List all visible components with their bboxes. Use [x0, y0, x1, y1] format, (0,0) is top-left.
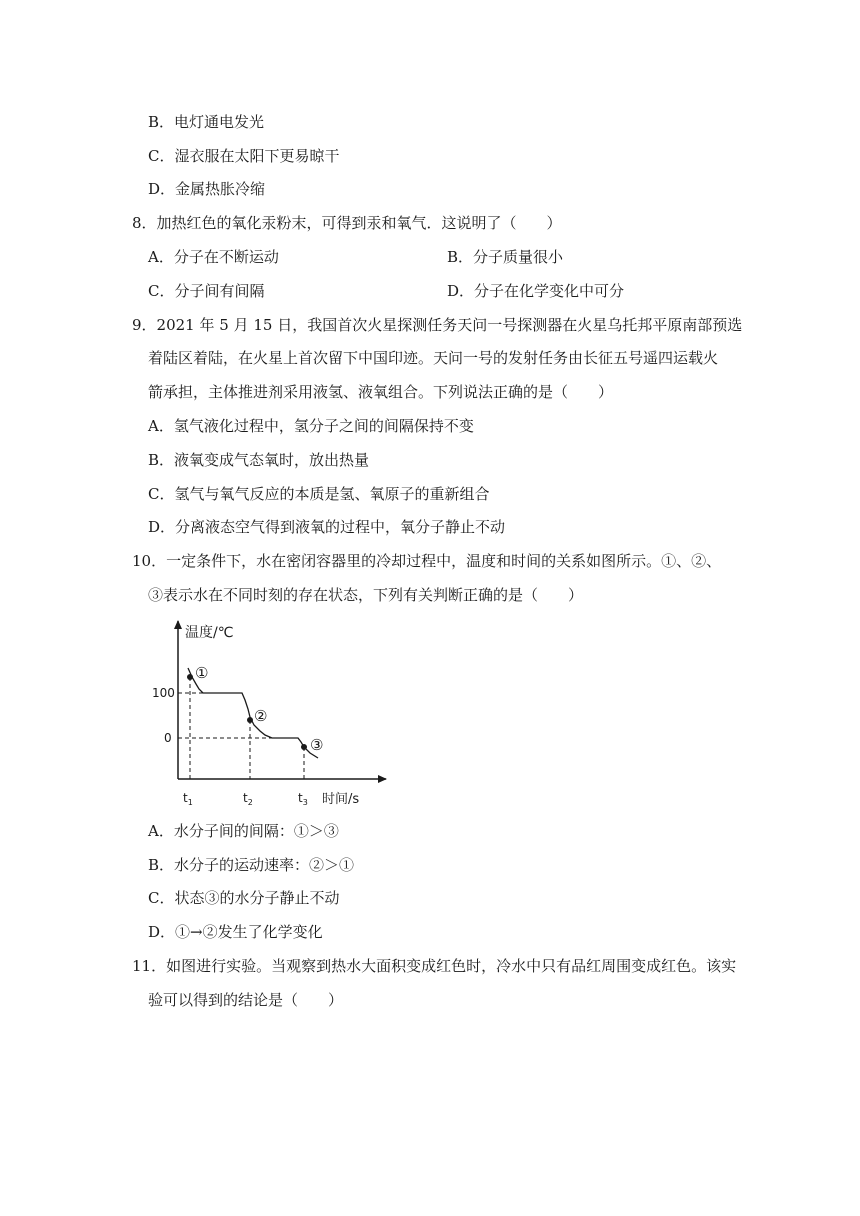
q8-option-c: C．分子间有间隔 — [148, 282, 265, 300]
state-point-2 — [247, 717, 253, 723]
q9-stem-line2: 着陆区着陆，在火星上首次留下中国印迹。天问一号的发射任务由长征五号遥四运载火 — [148, 349, 719, 367]
q10-stem-line2: ③表示水在不同时刻的存在状态，下列有关判断正确的是（ ） — [148, 586, 584, 604]
y-axis-label: 温度/℃ — [185, 625, 234, 641]
temperature-time-chart — [150, 615, 400, 815]
y-tick-100: 100 — [152, 686, 175, 700]
state-point-3 — [301, 744, 307, 750]
x-tick-t2: $t_2$ — [243, 791, 253, 807]
q11-stem-line1: 11．如图进行实验。当观察到热水大面积变成红色时，冷水中只有品红周围变成红色。该实 — [132, 957, 737, 975]
x-tick-t3: $t_3$ — [298, 791, 308, 807]
q8-option-a: A．分子在不断运动 — [148, 248, 279, 266]
q9-option-c: C．氢气与氧气反应的本质是氢、氧原子的重新组合 — [148, 485, 490, 503]
state-label-2: ② — [254, 707, 268, 725]
state-point-1 — [187, 674, 193, 680]
q9-option-d: D．分离液态空气得到液氧的过程中，氧分子静止不动 — [148, 518, 506, 536]
x-tick-t1: $t_1$ — [183, 791, 193, 807]
q11-stem-line2: 验可以得到的结论是（ ） — [148, 991, 344, 1009]
prev-option-d: D．金属热胀冷缩 — [148, 180, 266, 198]
q8-stem: 8．加热红色的氧化汞粉末，可得到汞和氧气．这说明了（ ） — [132, 214, 562, 232]
q9-option-a: A．氢气液化过程中，氢分子之间的间隔保持不变 — [148, 417, 474, 435]
y-tick-0: 0 — [164, 731, 172, 745]
q8-option-d: D．分子在化学变化中可分 — [447, 282, 625, 300]
q10-option-a: A．水分子间的间隔：①＞③ — [148, 822, 339, 840]
q10-option-b: B．水分子的运动速率：②＞① — [148, 856, 355, 874]
q9-option-b: B．液氧变成气态氧时，放出热量 — [148, 451, 370, 469]
q10-option-d: D．①→②发生了化学变化 — [148, 923, 323, 941]
q8-option-b: B．分子质量很小 — [447, 248, 564, 266]
q10-option-c: C．状态③的水分子静止不动 — [148, 889, 340, 907]
state-label-3: ③ — [310, 736, 324, 754]
prev-option-c: C．湿衣服在太阳下更易晾干 — [148, 147, 340, 165]
q9-stem-line1: 9．2021 年 5 月 15 日，我国首次火星探测任务天问一号探测器在火星乌托邦平原南部预选 — [132, 316, 743, 334]
prev-option-b: B．电灯通电发光 — [148, 113, 265, 131]
q9-stem-line3: 箭承担，主体推进剂采用液氢、液氧组合。下列说法正确的是（ ） — [148, 383, 614, 401]
x-axis-label: 时间/s — [322, 792, 360, 807]
state-label-1: ① — [195, 664, 209, 682]
q10-stem-line1: 10．一定条件下，水在密闭容器里的冷却过程中，温度和时间的关系如图所示。①、②、 — [132, 552, 722, 570]
